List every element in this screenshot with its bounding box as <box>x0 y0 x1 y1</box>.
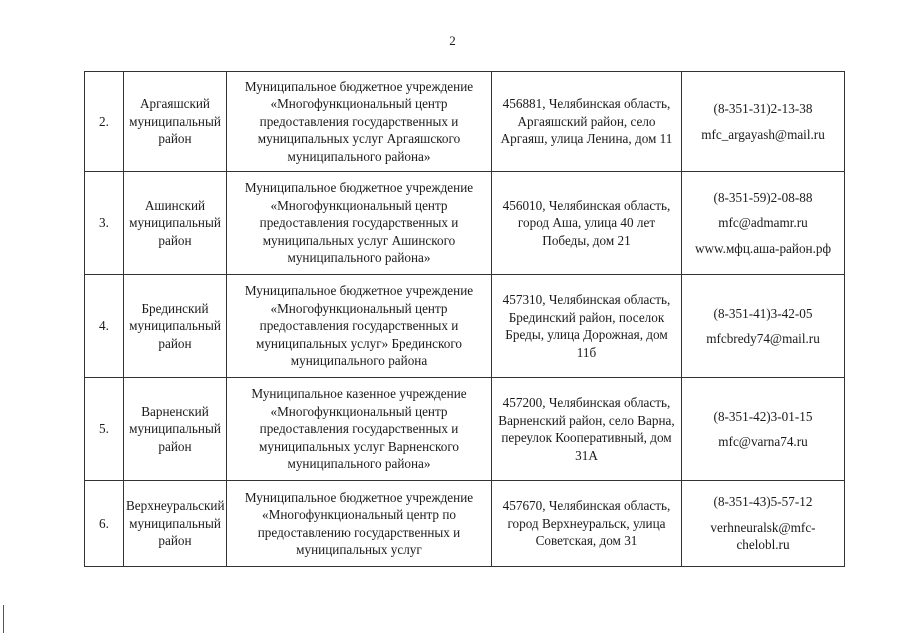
row-number: 4. <box>85 275 124 378</box>
phone: (8-351-41)3-42-05 <box>713 305 813 321</box>
row-number: 3. <box>85 172 124 275</box>
district-name: Верхнеуральский муниципальный район <box>124 481 227 567</box>
institution-name: Муниципальное бюджетное учреждение «Многофункциональный центр предоставления государственных и муниципальных услуг Аргаяшского муниципального района» <box>227 72 492 172</box>
email-link[interactable]: mfcbredy74@mail.ru <box>706 331 820 346</box>
email-link[interactable]: mfc@varna74.ru <box>718 434 808 449</box>
contacts-cell <box>682 481 845 567</box>
website-link[interactable]: www.мфц.аша-район.рф <box>694 240 832 256</box>
address: 456010, Челябинская область, город Аша, улица 40 лет Победы, дом 21 <box>492 172 682 275</box>
page-number: 2 <box>449 33 456 48</box>
district-name: Варненский муниципальный район <box>124 378 227 481</box>
contacts-cell <box>682 378 845 481</box>
row-number: 2. <box>85 72 124 172</box>
table-row <box>85 378 845 481</box>
contacts-cell <box>682 72 845 172</box>
table-row <box>85 72 845 172</box>
row-number: 6. <box>85 481 124 567</box>
row-number: 5. <box>85 378 124 481</box>
phone: (8-351-42)3-01-15 <box>713 408 813 424</box>
table-row <box>85 275 845 378</box>
district-name: Брединский муниципальный район <box>124 275 227 378</box>
email-link[interactable]: verhneuralsk@mfc-chelobl.ru <box>710 519 816 553</box>
phone: (8-351-31)2-13-38 <box>713 101 813 116</box>
institution-name: Муниципальное казенное учреждение «Многофункциональный центр предоставления государственных и муниципальных услуг Варненского муниципального района» <box>227 378 492 481</box>
institution-name: Муниципальное бюджетное учреждение «Многофункциональный центр предоставления государственных и муниципальных услуг Ашинского муниципального района» <box>227 172 492 275</box>
district-name: Ашинский муниципальный район <box>124 172 227 275</box>
table-row <box>85 172 845 275</box>
margin-scan-mark <box>3 605 4 633</box>
contacts-cell <box>682 275 845 378</box>
phone: (8-351-59)2-08-88 <box>713 189 813 205</box>
phone: (8-351-43)5-57-12 <box>713 494 813 510</box>
institution-name: Муниципальное бюджетное учреждение «Многофункциональный центр предоставления государственных и муниципальных услуг» Брединского муниципального района <box>227 275 492 378</box>
email-link[interactable]: mfc@admamr.ru <box>718 215 808 231</box>
mfc-table <box>84 71 845 567</box>
institution-name: Муниципальное бюджетное учреждение «Многофункциональный центр по предоставлению государственных и муниципальных услуг <box>227 481 492 567</box>
district-name: Аргаяшский муниципальный район <box>124 72 227 172</box>
address: 457200, Челябинская область, Варненский район, село Варна, переулок Кооперативный, дом 31А <box>492 378 682 481</box>
table-row <box>85 481 845 567</box>
email-link[interactable]: mfc_argayash@mail.ru <box>701 126 825 142</box>
address: 457310, Челябинская область, Брединский район, поселок Бреды, улица Дорожная, дом 11б <box>492 275 682 378</box>
contacts-cell <box>682 172 845 275</box>
address: 456881, Челябинская область, Аргаяшский район, село Аргаяш, улица Ленина, дом 11 <box>492 72 682 172</box>
address: 457670, Челябинская область, город Верхнеуральск, улица Советская, дом 31 <box>492 481 682 567</box>
